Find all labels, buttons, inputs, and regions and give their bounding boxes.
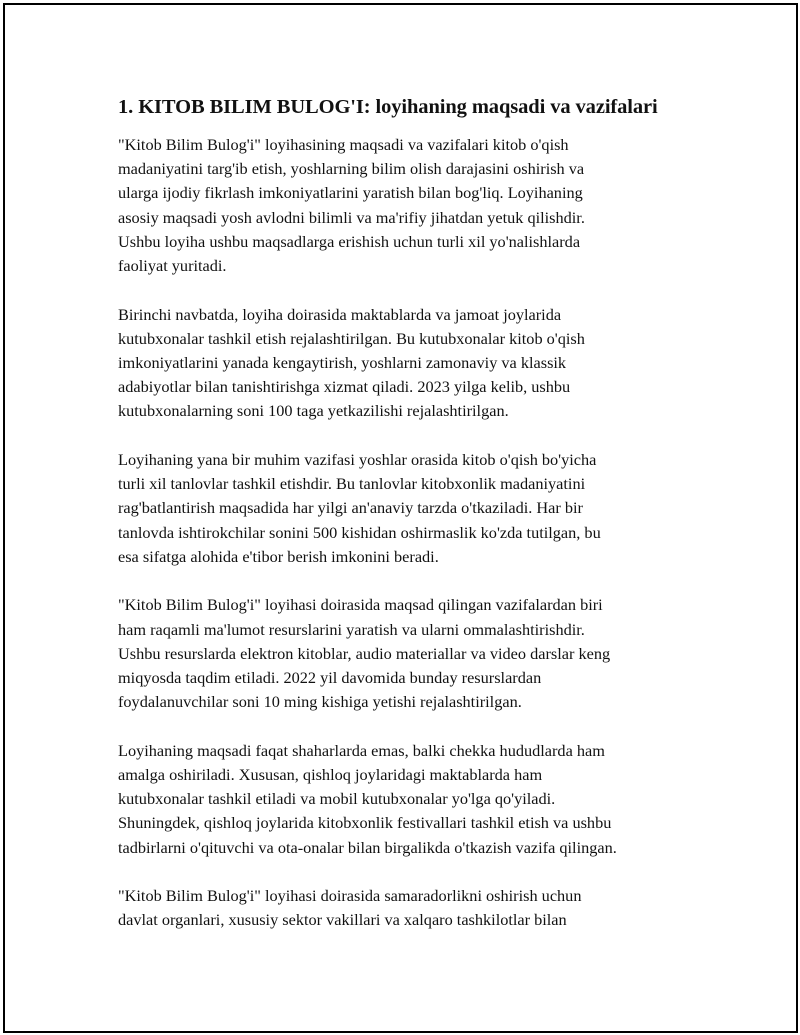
paragraph-project-goals: "Kitob Bilim Bulog'i" loyihasining maqsadi va vazifalari kitob o'qish madaniyatini targ'ib etish, yoshlarning bilim olish darajasini oshirish va ularga ijodiy fikrlash imkoniyatlarini yaratish bilan bog'liq. Loyihaning asosiy maqsadi yosh avlodni bilimli va ma'rifiy jihatdan yetuk qilishdir. Ushbu loyiha ushbu maqsadlarga erishish uchun turli xil yo'nalishlarda faoliyat yuritadi. xyxy=(118,135,585,276)
paragraph-digital-resources: "Kitob Bilim Bulog'i" loyihasi doirasida maqsad qilingan vazifalardan biri ham raqamli ma'lumot resurslarini yaratish va ularni ommalashtirishdir. Ushbu resurslarda elektron kitoblar, audio materiallar va video darslar keng miqyosda taqdim etiladi. 2022 yil davomida bunday resurslardan foydalanuvchilar soni 10 ming kishiga yetishi rejalashtirilgan. xyxy=(118,595,611,712)
document-body xyxy=(118,94,698,957)
paragraph-libraries: Birinchi navbatda, loyiha doirasida maktablarda va jamoat joylarida kutubxonalar tashkil etish rejalashtirilgan. Bu kutubxonalar kitob o'qish imkoniyatlarini yanada kengaytirish, yoshlarni zamonaviy va klassik adabiyotlar bilan tanishtirishga xizmat qiladi. 2023 yilga kelib, ushbu kutubxonalarning soni 100 taga yetkazilishi rejalashtirilgan. xyxy=(118,304,585,421)
paragraph-competitions: Loyihaning yana bir muhim vazifasi yoshlar orasida kitob o'qish bo'yicha turli xil tanlovlar tashkil etishdir. Bu tanlovlar kitobxonlik madaniyatini rag'batlantirish maqsadida har yilgi an'anaviy tarzda o'tkaziladi. Har bir tanlovda ishtirokchilar sonini 500 kishidan oshirmaslik ko'zda tutilgan, bu esa sifatga alohida e'tibor berish imkonini beradi. xyxy=(118,450,601,566)
section-title: 1. KITOB BILIM BULOG'I: loyihaning maqsadi va vazifalari xyxy=(118,96,658,118)
paragraph-rural-areas: Loyihaning maqsadi faqat shaharlarda emas, balki chekka hududlarda ham amalga oshiriladi. Xususan, qishloq joylaridagi maktablarda ham kutubxonalar tashkil etiladi va mobil kutubxonalar yo'lga qo'yiladi. Shuningdek, qishloq joylarida kitobxonlik festivallari tashkil etish va ushbu tadbirlarni o'qituvchi va ota-onalar bilan birgalikda o'tkazish vazifa qilingan. xyxy=(118,740,617,857)
paragraph-partnerships: "Kitob Bilim Bulog'i" loyihasi doirasida samaradorlikni oshirish uchun davlat organlari, xususiy sektor vakillari va xalqaro tashkilotlar bilan xyxy=(118,886,582,930)
